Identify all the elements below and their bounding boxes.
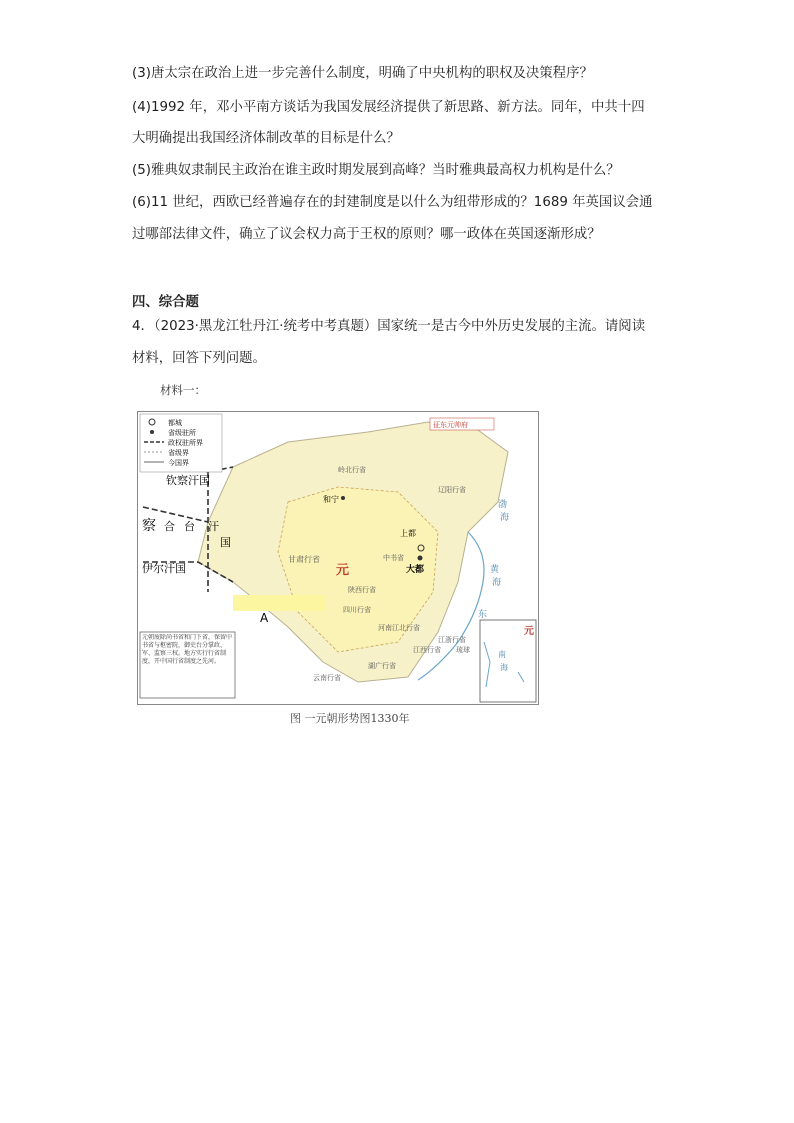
inset-label: 元 [524,626,534,637]
province-label: 江浙行省 [438,636,466,644]
capital-label: 大都 [406,565,425,575]
city-label: 和宁 [323,495,339,504]
khanate-label: 察 [142,518,156,534]
capital-label: 上都 [400,529,416,538]
inset-map [480,620,536,702]
khanate-label: 合 [164,520,175,533]
sea-label: 东 [478,610,488,620]
province-label: 岭北行省 [338,466,366,474]
province-label: 江西行省 [413,646,441,654]
note-box [140,632,235,698]
question-3: (3)唐太宗在政治上进一步完善什么制度，明确了中央机构的职权及决策程序？ [132,66,593,81]
section-title: 四、综合题 [132,295,199,310]
other-label: 琉球 [456,646,470,654]
sea-label: 海 [500,663,508,672]
legend-item: 政权驻所界 [168,439,203,447]
question-6b: 过哪部法律文件，确立了议会权力高于王权的原则？哪一政体在英国逐渐形成？ [132,227,601,242]
question-4-line1: 4．（2023·黑龙江牡丹江·统考中考真题）国家统一是古今中外历史发展的主流。请阅读 [132,319,646,334]
khanate-label: 伊尔汗国 [142,562,186,575]
yuan-dynasty-map [137,411,539,705]
legend [140,414,222,472]
province-label: 甘肃行省 [288,555,320,564]
province-label: 河南江北行省 [378,624,420,632]
question-4-line2: 材料，回答下列问题。 [132,351,266,366]
map-caption: 图 一元朝形势图1330年 [290,712,410,725]
legend-item: 省级界 [168,449,189,457]
question-5: (5)雅典奴隶制民主政治在谁主政时期发展到高峰？当时雅典最高权力机构是什么？ [132,163,620,178]
question-6a: (6)11 世纪，西欧已经普遍存在的封建制度是以什么为纽带形成的？1689 年英国议会通 [132,195,653,210]
material-label: 材料一： [160,383,206,397]
highlight-box [233,595,325,611]
province-label: 湖广行省 [368,662,396,670]
province-seat-icon [150,430,154,434]
province-label: 云南行省 [313,674,341,682]
note-text: 元朝废除尚书省和门下省，保留中书省与枢密院，御史台分掌政、军、监察三权。地方实行行省制度，开中国行省制度之先河。 [142,634,233,665]
province-label: 辽阳行省 [438,486,466,494]
khanate-label: 汗 [208,520,219,533]
sea-label: 黄 [490,565,500,575]
other-label: 征东元帅府 [433,421,468,429]
sea-label: 南 [498,650,506,659]
sea-label: 海 [492,578,502,588]
sea-label: 海 [500,513,510,523]
map-svg [138,412,538,704]
province-label: 四川行省 [343,606,371,614]
yuan-label: 元 [336,563,350,578]
khanate-label: 钦察汗国 [166,474,210,487]
khanate-label: 国 [220,536,231,549]
legend-item: 今国界 [168,459,189,467]
legend-item: 省级驻所 [168,429,196,437]
province-label: 中书省 [383,554,404,562]
marker-a: A [260,611,269,625]
sea-label: 渤 [498,500,508,510]
question-4a: (4)1992 年，邓小平南方谈话为我国发展经济提供了新思路、新方法。同年，中共十四 [132,100,645,115]
legend-item: 都城 [168,419,182,427]
khanate-label: 台 [184,520,195,533]
province-label: 陕西行省 [348,586,376,594]
question-4b: 大明确提出我国经济体制改革的目标是什么？ [132,131,400,146]
